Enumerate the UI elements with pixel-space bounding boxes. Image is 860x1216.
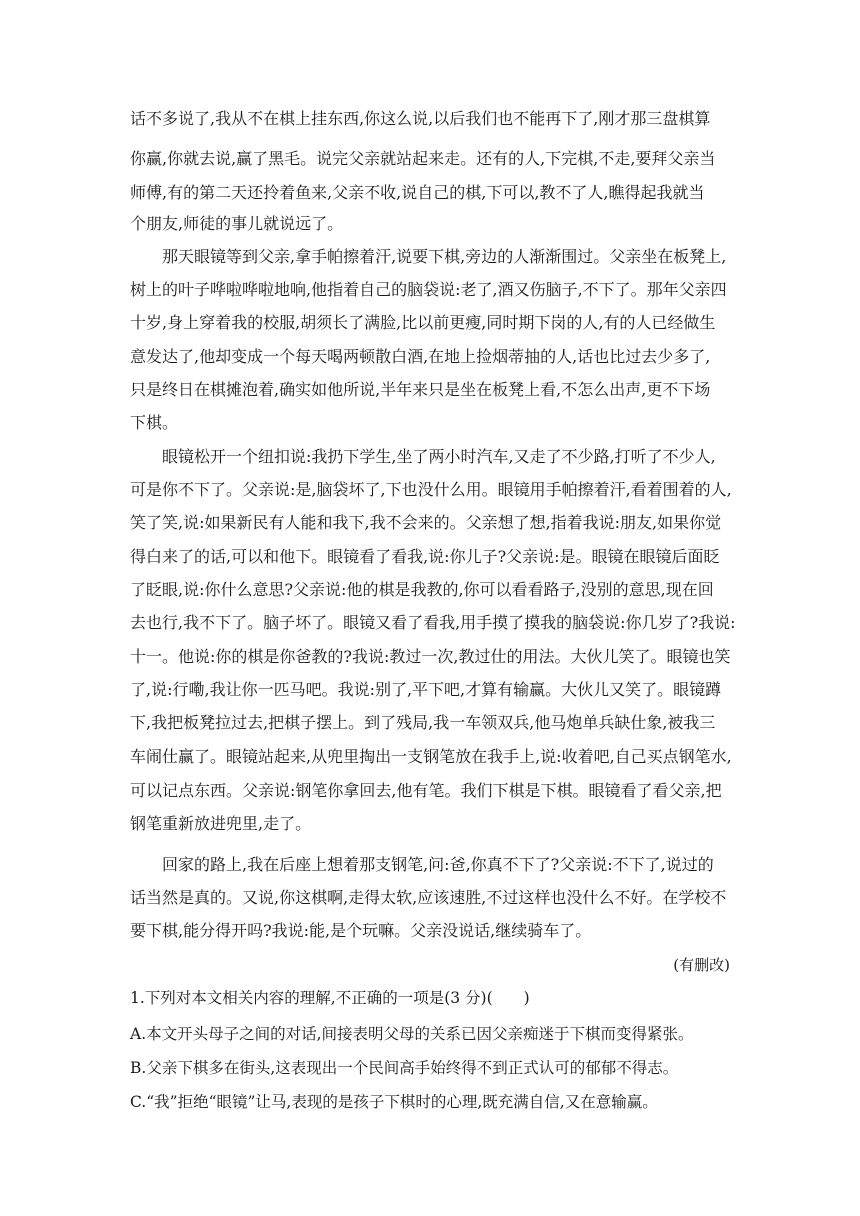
- passage-line: 下棋。: [130, 413, 179, 432]
- passage-line: 个朋友,师徒的事儿就说远了。: [130, 214, 344, 233]
- passage-line: 十一。他说:你的棋是你爸教的?我说:教过一次,教过仕的用法。大伙儿笑了。眼镜也笑: [130, 647, 731, 666]
- passage-line: 了,说:行嘞,我让你一匹马吧。我说:别了,平下吧,才算有输赢。大伙儿又笑了。眼镜蹲: [130, 680, 722, 699]
- passage-line: 意发达了,他却变成一个每天喝两顿散白酒,在地上捡烟蒂抽的人,话也比过去少多了,: [130, 347, 711, 366]
- passage-line: 话当然是真的。又说,你这棋啊,走得太软,应该速胜,不过这样也没什么不好。在学校不: [130, 888, 727, 907]
- passage-line: 只是终日在棋摊泡着,确实如他所说,半年来只是坐在板凳上看,不怎么出声,更不下场: [130, 380, 711, 399]
- passage-line: 下,我把板凳拉过去,把棋子摆上。到了残局,我一车领双兵,他马炮单兵缺仕象,被我三: [130, 713, 716, 732]
- option-c: C.“我”拒绝“眼镜”让马,表现的是孩子下棋时的心理,既充满自信,又在意输赢。: [130, 1093, 658, 1111]
- passage-line: 十岁,身上穿着我的校服,胡须长了满脸,比以前更瘦,同时期下岗的人,有的人已经做生: [130, 313, 716, 332]
- option-a: A.本文开头母子之间的对话,间接表明父母的关系已因父亲痴迷于下棋而变得紧张。: [130, 1025, 694, 1043]
- passage-line: 你赢,你就去说,赢了黑毛。说完父亲就站起来走。还有的人,下完棋,不走,要拜父亲当: [130, 149, 716, 168]
- question-stem: 1.下列对本文相关内容的理解,不正确的一项是(3 分)( ): [130, 989, 530, 1007]
- passage-line: 树上的叶子哗啦哗啦地响,他指着自己的脑袋说:老了,酒又伤脑子,不下了。那年父亲四: [130, 280, 727, 299]
- passage-line: 了眨眼,说:你什么意思?父亲说:他的棋是我教的,你可以看看路子,没别的意思,现在回: [130, 580, 714, 599]
- passage-line: 回家的路上,我在后座上想着那支钢笔,问:爸,你真不下了?父亲说:不下了,说过的: [162, 855, 714, 874]
- passage-line: 可是你不下了。父亲说:是,脑袋坏了,下也没什么用。眼镜用手帕擦着汗,看着围着的人,: [130, 480, 732, 499]
- passage-line: 去也行,我不下了。脑子坏了。眼镜又看了看我,用手摸了摸我的脑袋说:你几岁了?我说:: [130, 613, 736, 632]
- passage-line: 话不多说了,我从不在棋上挂东西,你这么说,以后我们也不能再下了,刚才那三盘棋算: [130, 109, 711, 128]
- passage-line: 那天眼镜等到父亲,拿手帕擦着汗,说要下棋,旁边的人渐渐围过。父亲坐在板凳上,: [162, 247, 727, 266]
- passage-line: 师傅,有的第二天还拎着鱼来,父亲不收,说自己的棋,下可以,教不了人,瞧得起我就当: [130, 183, 705, 202]
- passage-line: 可以记点东西。父亲说:钢笔你拿回去,他有笔。我们下棋是下棋。眼镜看了看父亲,把: [130, 781, 722, 800]
- passage-line: 车闹仕赢了。眼镜站起来,从兜里掏出一支钢笔放在我手上,说:收着吧,自己买点钢笔水,: [130, 747, 732, 766]
- passage-line: 得白来了的话,可以和他下。眼镜看了看我,说:你儿子?父亲说:是。眼镜在眼镜后面眨: [130, 547, 720, 566]
- source-note: (有删改): [673, 956, 730, 974]
- passage-line: 钢笔重新放进兜里,走了。: [130, 814, 312, 833]
- passage-line: 要下棋,能分得开吗?我说:能,是个玩嘛。父亲没说话,继续骑车了。: [130, 921, 592, 940]
- passage-line: 眼镜松开一个纽扣说:我扔下学生,坐了两小时汽车,又走了不少路,打听了不少人,: [162, 447, 716, 466]
- passage-line: 笑了笑,说:如果新民有人能和我下,我不会来的。父亲想了想,指着我说:朋友,如果你觉: [130, 513, 722, 532]
- option-b: B.父亲下棋多在街头,这表现出一个民间高手始终得不到正式认可的郁郁不得志。: [130, 1059, 679, 1077]
